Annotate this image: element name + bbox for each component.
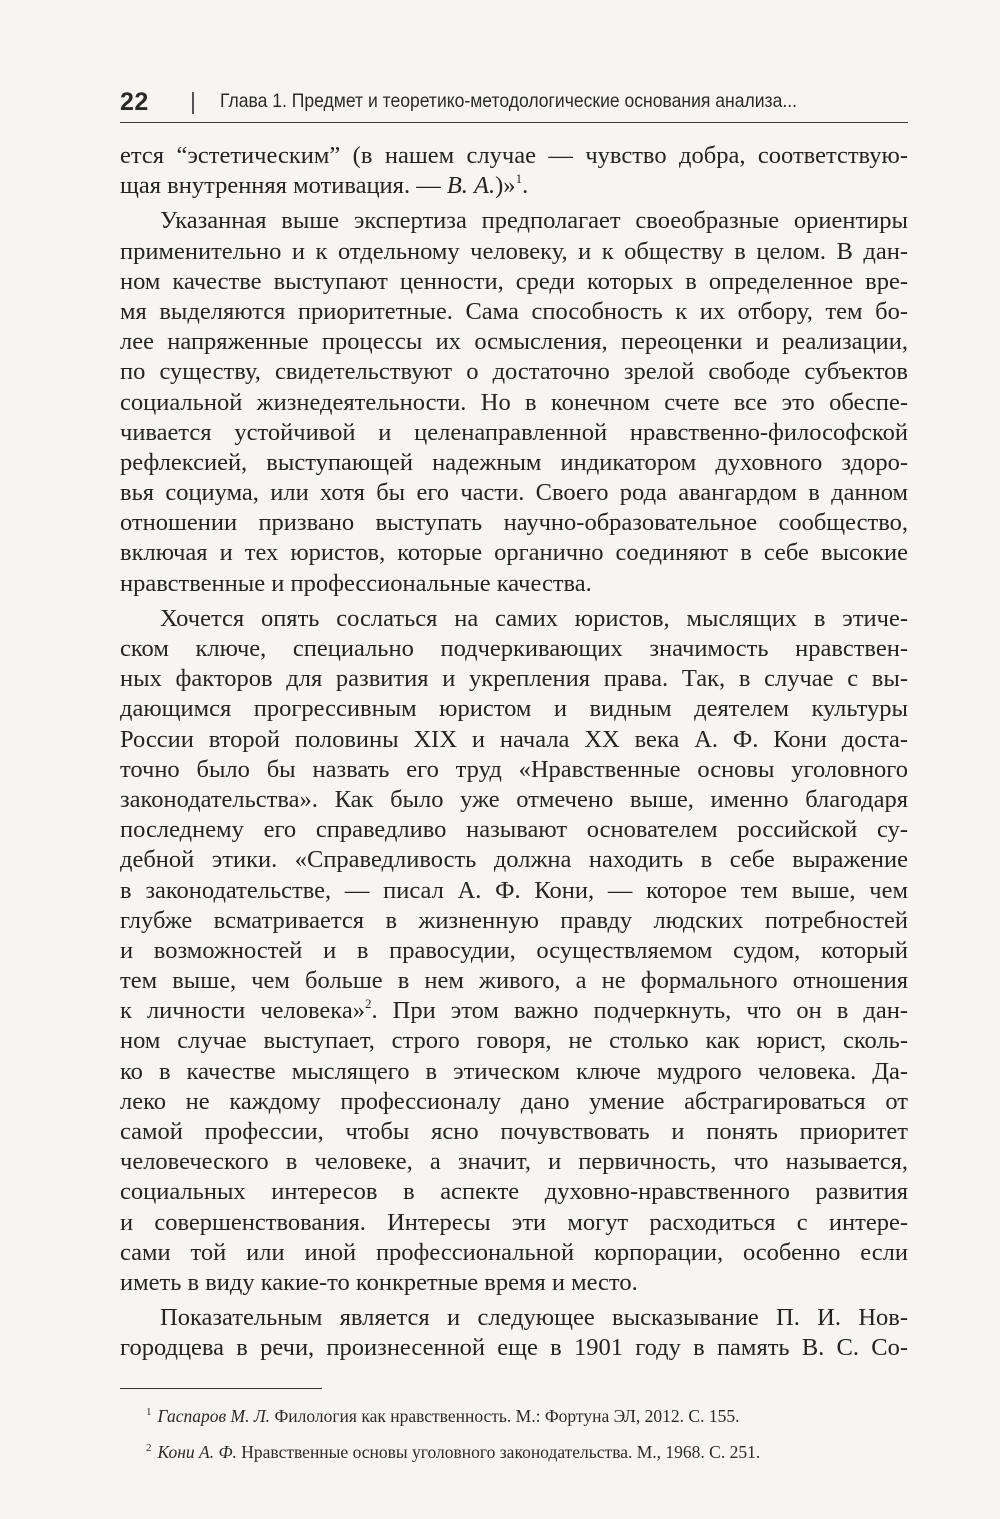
text-line: и возможностей и в правосудии, осуществляемом судом, который (120, 936, 908, 964)
text-line: человеческого в человеке, а значит, и первичность, что называется, (120, 1148, 908, 1176)
text-line: ных факторов для развития и укрепления права. Так, в случае с вы- (120, 665, 908, 693)
page-number: 22 (120, 88, 149, 116)
text-line: последнему его справедливо называют основателем российской су- (120, 816, 908, 844)
text-line: по существу, свидетельствуют о достаточно зрелой свободе субъектов (120, 358, 908, 386)
text-line: лее напряженные процессы их осмысления, переоценки и реализации, (120, 328, 908, 356)
text-line: тем выше, чем больше в нем живого, а не формального отношения (120, 967, 908, 995)
main-text (120, 141, 908, 1364)
text-line: включая и тех юристов, которые органично соединяют в себе высокие (120, 539, 908, 567)
text-line: щая внутренняя мотивация. — В. А.)»$^1$. (120, 171, 529, 200)
text-line: точно было бы назвать его труд «Нравственные основы уголовного (120, 755, 908, 783)
text-line: применительно и к отдельному человеку, и к обществу в целом. В дан- (120, 237, 908, 265)
footnotes (146, 1396, 908, 1468)
text-line-part: к личности человека» (120, 997, 365, 1025)
footnote-number: 2 (146, 1442, 152, 1454)
chapter-title: Глава 1. Предмет и теоретико-методологические основания анализа... (220, 90, 797, 112)
text-line: иметь в виду какие-то конкретные время и место. (120, 1268, 638, 1296)
running-header (120, 86, 908, 123)
footnote-2 (146, 1432, 908, 1468)
text-line: дебной этики. «Справедливость должна находить в себе выражение (120, 846, 908, 874)
text-line: законодательства». Как было уже отмечено выше, именно благодаря (120, 785, 908, 813)
text-line: глубже всматривается в жизненную правду людских потребностей (120, 906, 908, 934)
text-line: России второй половины XIX и начала XX века А. Ф. Кони доста- (120, 725, 908, 753)
text-line: нравственные и профессиональные качества. (120, 569, 592, 597)
text-line: дающимся прогрессивным юристом и видным деятелем культуры (120, 695, 908, 723)
text-line: Показательным является и следующее высказывание П. И. Нов- (160, 1304, 908, 1332)
text-line: социальных интересов в аспекте духовно-нравственного развития (120, 1178, 908, 1206)
text-line: ном качестве выступают ценности, среди которых в определенное вре- (120, 267, 908, 295)
text-line: сами той или иной профессиональной корпорации, особенно если (120, 1238, 908, 1266)
text-line: мя выделяются приоритетные. Сама способность к их отбору, тем бо- (120, 297, 908, 325)
author-initials: В. А. (446, 172, 496, 200)
text-line: и совершенствования. Интересы эти могут расходиться с интере- (120, 1208, 908, 1236)
text-line: ко в качестве мыслящего в этическом ключе мудрого человека. Да- (120, 1057, 908, 1085)
text-line: городцева в речи, произнесенной еще в 1901 году в память В. С. Со- (120, 1334, 908, 1362)
footnote-author: Гаспаров М. Л. (157, 1406, 271, 1426)
text-line: вья социума, или хотя бы его части. Своего рода авангардом в данном (120, 479, 908, 507)
text-line: отношении призвано выступать научно-образовательное сообщество, (120, 509, 908, 537)
header-divider (192, 92, 194, 114)
text-line: социальной жизнедеятельности. Но в конечном счете все это обеспе- (120, 388, 908, 416)
text-line: ском ключе, специально подчеркивающих значимость нравствен- (120, 635, 908, 662)
text-line: Указанная выше экспертиза предполагает своеобразные ориентиры (160, 207, 908, 235)
text-line: самой профессии, чтобы ясно почувствовать и понять приоритет (120, 1118, 908, 1145)
text-line: чивается устойчивой и целенаправленной нравственно-философской (120, 418, 908, 446)
footnote-reference-2[interactable]: 2 (364, 996, 372, 1012)
text-line-part: )» (495, 172, 516, 200)
footnote-separator (120, 1388, 322, 1389)
text-line: леко не каждому профессионалу дано умение абстрагироваться от (120, 1087, 908, 1115)
text-line-part: щая внутренняя мотивация. — (120, 172, 447, 200)
footnote-number: 1 (146, 1406, 152, 1418)
text-line-part: . При этом важно подчеркнуть, что он в дан- (371, 997, 908, 1025)
text-line (120, 996, 908, 1026)
footnote-text: Филология как нравственность. М.: Фортуна ЭЛ, 2012. С. 155. (270, 1406, 740, 1426)
text-line: ется “эстетическим” (в нашем случае — чувство добра, соответствую- (120, 142, 908, 169)
footnote-author: Кони А. Ф. (157, 1442, 237, 1462)
text-line: рефлексией, выступающей надежным индикатором духовного здоро- (120, 448, 908, 476)
footnote-1 (146, 1396, 908, 1432)
text-line: ном случае выступает, строго говоря, не столько как юрист, сколь- (120, 1027, 908, 1055)
text-line: в законодательстве, — писал А. Ф. Кони, — которое тем выше, чем (120, 876, 908, 904)
text-line: Хочется опять сослаться на самих юристов, мыслящих в этиче- (160, 604, 908, 632)
footnote-text: Нравственные основы уголовного законодательства. М., 1968. С. 251. (236, 1442, 761, 1462)
footnote-reference-1[interactable]: 1 (515, 171, 523, 187)
